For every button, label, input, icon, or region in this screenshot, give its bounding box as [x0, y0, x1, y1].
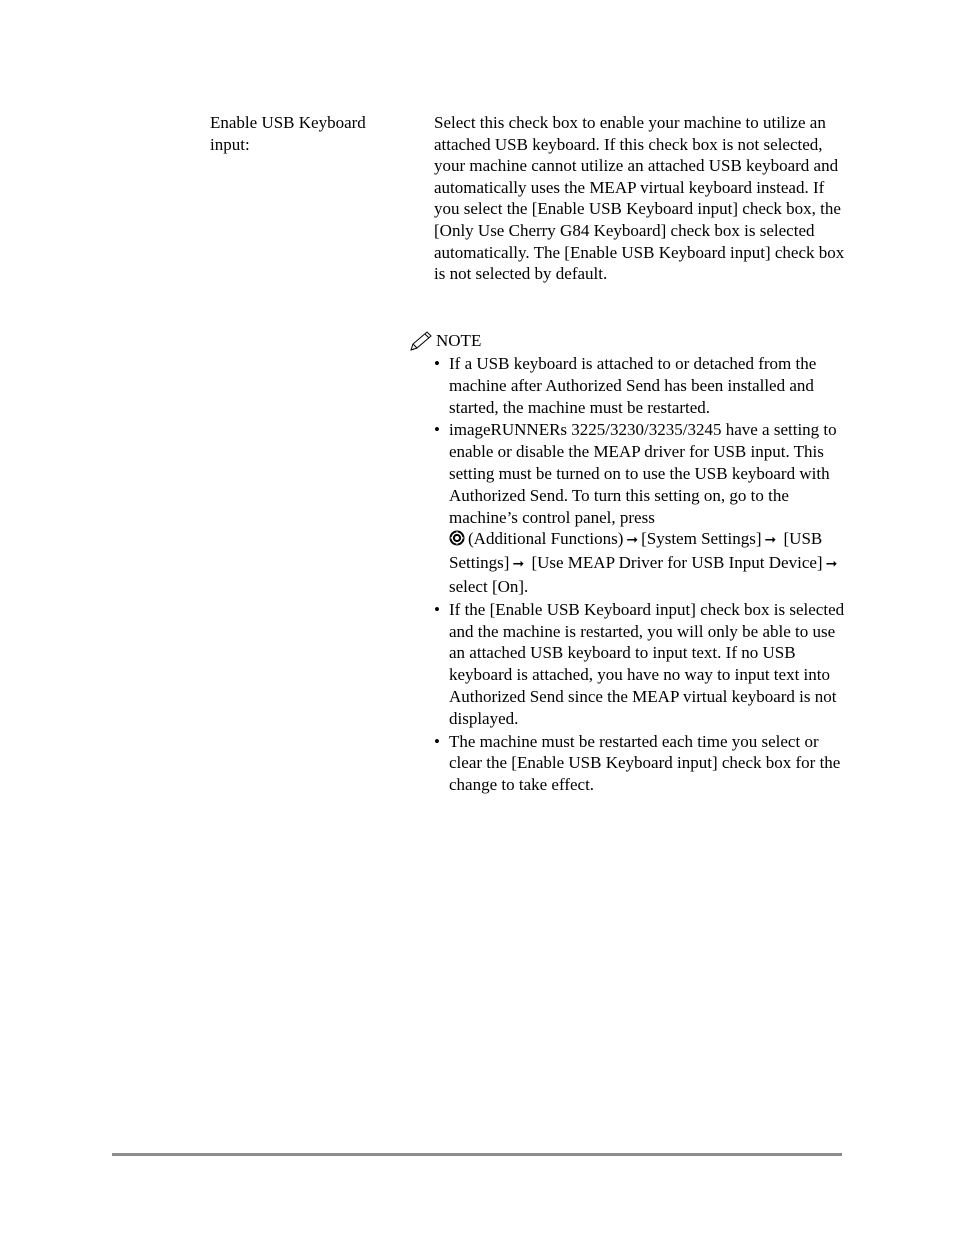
step-system-settings: [System Settings]: [641, 529, 762, 549]
note-list: [434, 353, 846, 797]
note-text: imageRUNNERs 3225/3230/3235/3245 have a setting to enable or disable the MEAP driver for USB input. This setting must be turned on to use the USB keyboard with Authorized Send. To turn this setting on, go to the machine’s control panel, press: [449, 420, 837, 527]
step-use-meap-driver: [Use MEAP Driver for USB Input Device]: [531, 553, 823, 573]
note-text: If the [Enable USB Keyboard input] check box is selected and the machine is restarted, you will only be able to use an attached USB keyboard to input text. If no USB keyboard is attached, you have no way to input text into Authorized Send since the MEAP virtual keyboard is not displayed.: [449, 599, 845, 728]
arrow-right-icon: ➞: [764, 532, 777, 549]
list-item: [434, 419, 846, 597]
footer-rule: [112, 1153, 842, 1156]
bullet: •: [434, 354, 440, 373]
step-select-on: select [On].: [449, 576, 529, 596]
note-label: NOTE: [436, 331, 482, 350]
list-item: [434, 353, 846, 418]
pencil-icon: [408, 330, 434, 352]
note-text: The machine must be restarted each time you select or clear the [Enable USB Keyboard input] check box for the change to take effect.: [449, 731, 841, 795]
setting-term: Enable USB Keyboard input:: [210, 113, 366, 154]
list-item: [434, 599, 846, 730]
step-additional-functions: (Additional Functions): [468, 529, 624, 549]
arrow-right-icon: ➞: [626, 532, 639, 549]
arrow-right-icon: ➞: [512, 556, 525, 573]
note-heading: [408, 330, 481, 352]
list-item: [434, 731, 846, 796]
arrow-right-icon: ➞: [825, 556, 838, 573]
step-usb-settings: [USB Settings]: [449, 529, 823, 573]
bullet: •: [434, 731, 440, 751]
bullet: •: [434, 420, 440, 440]
setting-description: Select this check box to enable your machine to utilize an attached USB keyboard. If this check box is not selected, your machine cannot utilize an attached USB keyboard and automatically uses the MEAP virtual keyboard instead. If you select the [Enable USB Keyboard input] check box, the [Only Use Cherry G84 Keyboard] check box is selected automatically. The [Enable USB Keyboard input] check box is not selected by default.: [434, 113, 845, 284]
additional-functions-icon: [449, 530, 465, 546]
bullet: •: [434, 599, 440, 619]
note-text: If a USB keyboard is attached to or detached from the machine after Authorized Send has been installed and started, the machine must be restarted.: [449, 354, 817, 417]
